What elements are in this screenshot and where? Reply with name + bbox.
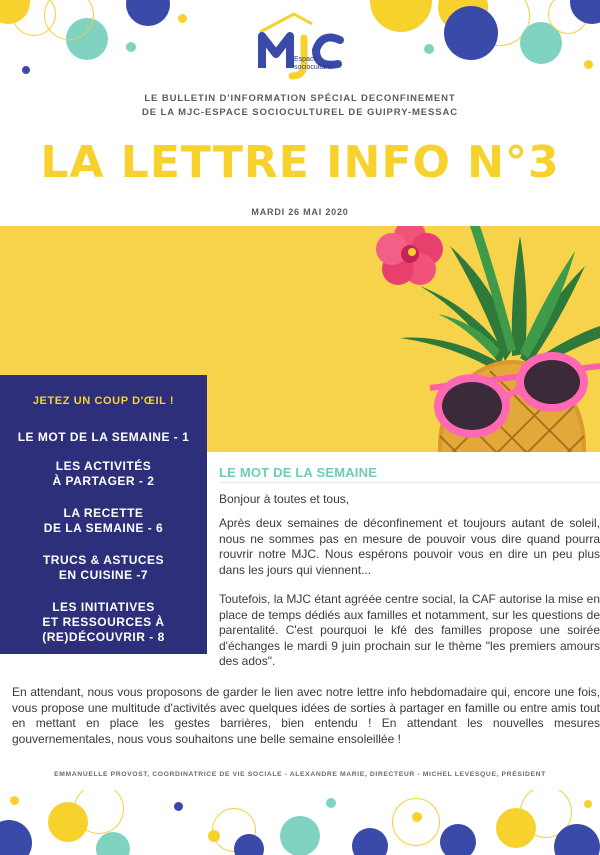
article-paragraph: En attendant, nous vous proposons de garder le lien avec notre lettre info hebdomadaire qui, encore une fois, vous propose une multitude d'activités avec quelques idées de sorties à partager en famille ou entre amis tout en mettant en place les gestes barrières, bien entendu ! En attendant les nouvelles mesures gouvernementales, nous vous souhaitons une belle semaine ensoleillée ! [12,685,600,746]
article-paragraph: Après deux semaines de déconfinement et toujours autant de soleil, nous ne sommes pas en mesure de pouvoir vous dire quand pourra rouvrir notre MJC. Nous espérons pouvoir vous en dire un peu plus dans les jours qui viennent... [219,516,600,577]
signature: EMMANUELLE PROVOST, COORDINATRICE DE VIE SOCIALE - ALEXANDRE MARIE, DIRECTEUR - MICHEL LEVESQUE, PRÉSIDENT [54,771,546,778]
toc-title: JETEZ UN COUP D'ŒIL ! [32,395,175,407]
decor-dot [126,42,136,52]
decor-dot [412,812,422,822]
toc-item-mot-de-la-semaine[interactable]: LE MOT DE LA SEMAINE - 1 [17,430,190,444]
logo-subtext [294,56,333,72]
decor-circle [96,832,130,855]
subtitle-line1: LE BULLETIN D'INFORMATION SPÉCIAL DECONFINEMENT [144,93,456,104]
footer-decoration [0,790,600,855]
mjc-logo-icon [246,6,366,84]
decor-circle [0,820,32,855]
decor-ring [392,798,440,846]
decor-circle [234,834,264,855]
toc-item-initiatives[interactable]: LES INITIATIVES ET RESSOURCES À (RE)DÉCOUVRIR - 8 [42,600,165,644]
decor-dot [22,66,30,74]
subtitle-line2: DE LA MJC-ESPACE SOCIOCULTUREL DE GUIPRY-MESSAC [141,107,459,118]
decor-circle [440,824,476,855]
decor-ring [74,790,124,834]
toc-item-activites[interactable]: LES ACTIVITÉS À PARTAGER - 2 [52,459,155,488]
decor-dot [326,798,336,808]
toc-item-recette[interactable]: LA RECETTE DE LA SEMAINE - 6 [43,506,164,535]
page-title: LA LETTRE INFO N°3 [40,137,560,188]
logo-subtext-line1: Espace [294,56,318,63]
decor-dot [584,800,592,808]
greeting-text: Bonjour à toutes et tous, [219,492,350,506]
logo-subtext-line2: socioculturel [294,64,333,71]
section-title: LE MOT DE LA SEMAINE [219,465,378,480]
decor-circle [126,0,170,26]
bulletin-subtitle [0,92,600,120]
toc-item-trucs-astuces[interactable]: TRUCS & ASTUCES EN CUISINE -7 [42,553,165,582]
table-of-contents [0,375,207,654]
decor-dot [10,796,19,805]
decor-dot [178,14,187,23]
decor-circle [444,6,498,60]
decor-circle [280,816,320,855]
decor-circle [352,828,388,855]
decor-dot [424,44,434,54]
header [0,0,600,226]
decor-dot [584,60,593,69]
article-paragraph: Toutefois, la MJC étant agréée centre social, la CAF autorise la mise en place de temps dédiés aux familles et notamment, sur les questions de parentalité. C'est pourquoi le kfé des familles propose une soirée d'échanges le mardi 9 juin prochain sur le thème "les premiers amours des ados". [219,592,600,669]
decor-dot [174,802,183,811]
decor-circle [370,0,432,32]
section-divider [219,482,600,483]
issue-date: MARDI 26 MAI 2020 [251,207,349,217]
